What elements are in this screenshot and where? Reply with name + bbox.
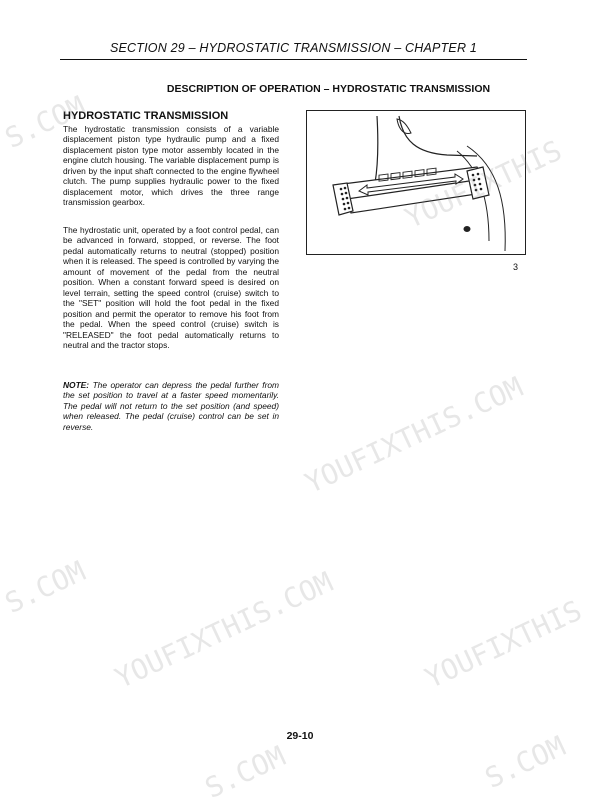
watermark: S.COM (0, 554, 91, 620)
note-label: NOTE: (63, 380, 90, 390)
section-header: SECTION 29 – HYDROSTATIC TRANSMISSION – CHAPTER 1 (109, 41, 478, 55)
watermark: YOUFIXTHIS.COM (110, 565, 338, 695)
paragraph-1: The hydrostatic transmission consists of a variable displacement piston type hydraulic pump and a fixed displacement piston type motor assembly located in the engine clutch housing. The variable displacement pump is driven by the input shaft connected to the engine flywheel clutch. The pump supplies hydraulic power to the fixed displacement motor, which drives the three range transmission gearbox. (63, 124, 279, 208)
description-title: DESCRIPTION OF OPERATION – HYDROSTATIC TRANSMISSION (166, 83, 491, 95)
watermark: YOUFIXTHIS (420, 593, 587, 695)
figure-number: 3 (513, 262, 519, 272)
section-heading: HYDROSTATIC TRANSMISSION (63, 110, 229, 122)
watermark: S.COM (200, 739, 291, 805)
foot-pedal-figure (306, 110, 526, 255)
note-text: The operator can depress the pedal further from the set position to travel at a faster speed momentarily. The pedal will not return to the set position (and speed) when released. The pedal (cruise) control can be set in reverse. (63, 380, 279, 432)
note-paragraph (63, 380, 279, 432)
paragraph-2: The hydrostatic unit, operated by a foot control pedal, can be advanced in forward, stopped, or reverse. The foot pedal automatically returns to neutral (stopped) position when it is released. The speed is controlled by varying the amount of movement of the pedal from the neutral position. When a constant forward speed is desired on level terrain, setting the speed control (cruise) switch to the "SET" position will hold the foot pedal in the fixed position and permit the operator to remove his foot from the pedal. When the speed control (cruise) switch is "RELEASED" the foot pedal automatically returns to neutral and the tractor stops. (63, 225, 279, 350)
page-number: 29-10 (286, 730, 314, 742)
watermark: S.COM (0, 89, 91, 155)
watermark: S.COM (480, 729, 571, 795)
foot-pedal-illustration (307, 111, 525, 254)
watermark: YOUFIXTHIS.COM (300, 370, 528, 500)
header-divider (60, 59, 527, 60)
